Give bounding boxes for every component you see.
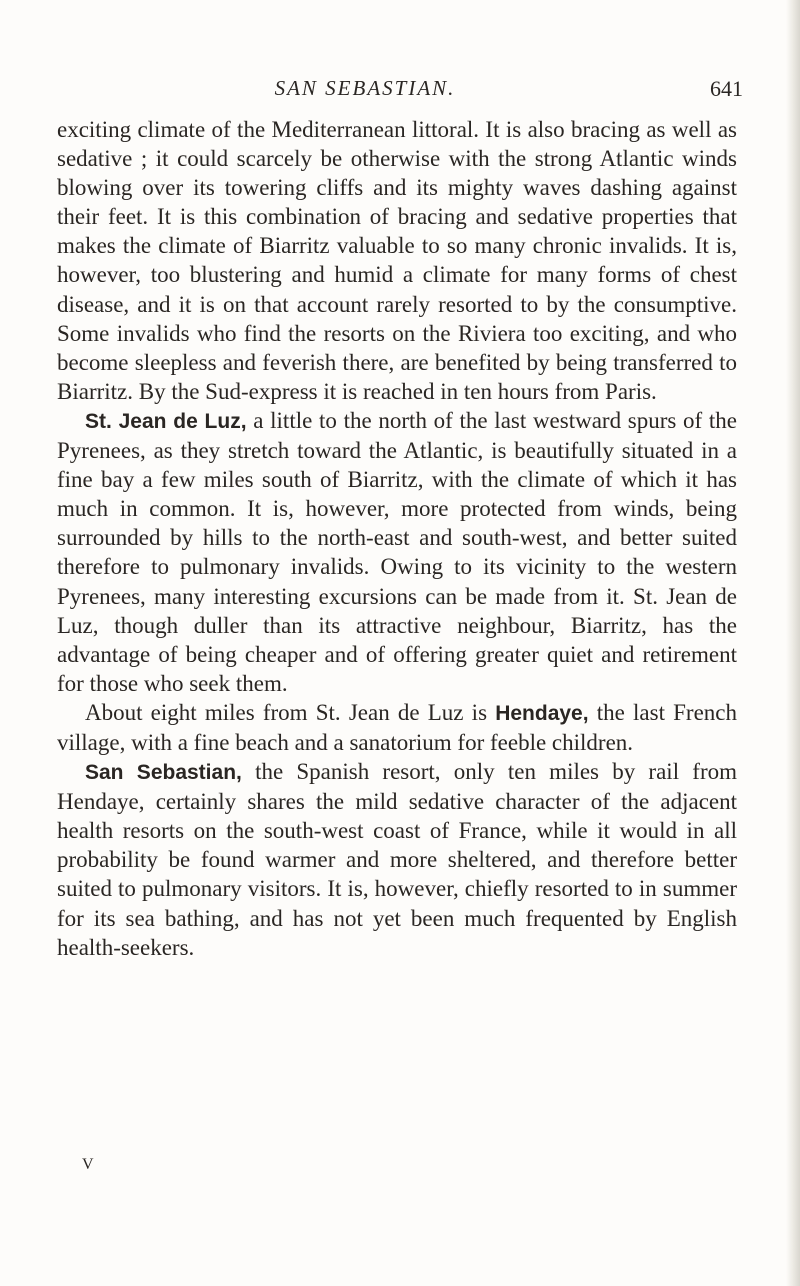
paragraph-biarritz-continued bbox=[57, 115, 737, 406]
body-text bbox=[57, 115, 737, 962]
paragraph-hendaye bbox=[57, 698, 737, 757]
place-name-hendaye: Hendaye, bbox=[495, 701, 589, 725]
paragraph-text: the Spanish resort, only ten miles by rail from Hendaye, certainly shares the mild sedative character of the adjacent health resorts on the south-west coast of France, while it would in all probability be found warmer and more sheltered, and therefore better suited to pulmonary visitors. It is, however, chiefly resorted to in summer for its sea bathing, and has not yet been much frequented by English health-seekers. bbox=[57, 759, 738, 960]
paragraph-st-jean-de-luz bbox=[57, 406, 737, 698]
signature-mark: V bbox=[82, 1156, 94, 1173]
page-header bbox=[0, 76, 800, 106]
paragraph-text: About eight miles from St. Jean de Luz is bbox=[85, 699, 496, 725]
page-gutter-shadow bbox=[786, 0, 800, 1286]
place-name-st-jean-de-luz: St. Jean de Luz, bbox=[85, 409, 247, 433]
paragraph-text: exciting climate of the Mediterranean littoral. It is also bracing as well as sedative ; it could scarcely be otherwise with the strong Atlantic winds blowing over its towering cliffs and its mighty waves dashing against their feet. It is this combination of bracing and sedative properties that makes the climate of Biarritz valuable to so many chronic invalids. It is, however, too blustering and humid a climate for many forms of chest disease, and it is on that account rarely resorted to by the consumptive. Some invalids who find the resorts on the Riviera too exciting, and who become sleepless and feverish there, are benefited by being transferred to Biarritz. By the Sud-express it is reached in ten hours from Paris. bbox=[57, 117, 737, 404]
running-head: SAN SEBASTIAN. bbox=[274, 76, 456, 100]
paragraph-text-after: the last French village, with a fine beach and a sanatorium for feeble children. bbox=[57, 699, 738, 755]
page-number: 641 bbox=[710, 76, 743, 101]
paragraph-text: a little to the north of the last westward spurs of the Pyrenees, as they stretch toward the Atlantic, is beautifully situated in a fine bay a few miles south of Biarritz, with the climate of which it has much in common. It is, however, more protected from winds, being surrounded by hills to the north-east and south-west, and better suited therefore to pulmonary invalids. Owing to its vicinity to the western Pyrenees, many interesting excursions can be made from it. St. Jean de Luz, though duller than its attractive neighbour, Biarritz, has the advantage of being cheaper and of offering greater quiet and retirement for those who seek them. bbox=[57, 407, 737, 696]
paragraph-san-sebastian bbox=[57, 757, 737, 962]
place-name-san-sebastian: San Sebastian, bbox=[85, 761, 242, 785]
